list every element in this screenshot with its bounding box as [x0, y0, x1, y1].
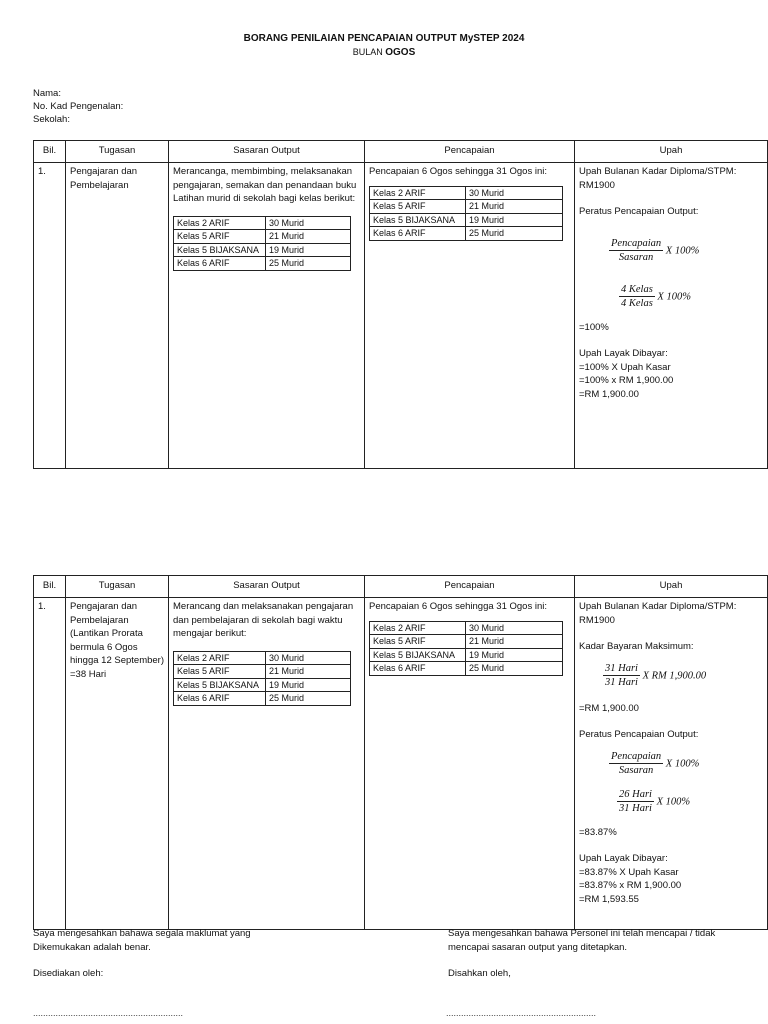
class-name: Kelas 5 BIJAKSANA [174, 678, 266, 692]
header-row [34, 576, 768, 598]
formula-kadar [603, 662, 763, 690]
class-row [370, 227, 563, 241]
class-row [370, 621, 563, 635]
subtitle-month: OGOS [385, 47, 416, 58]
table-row [34, 163, 768, 469]
class-count: 19 Murid [266, 678, 351, 692]
col-bil: Bil. [34, 141, 66, 163]
class-row [174, 665, 351, 679]
class-row [174, 216, 351, 230]
layak-line-1: =100% X Upah Kasar [579, 361, 671, 373]
result-percent: =100% [579, 321, 609, 333]
class-count: 30 Murid [266, 651, 351, 665]
class-count: 30 Murid [266, 216, 351, 230]
field-ic: No. Kad Pengenalan: [33, 101, 124, 112]
peratus-label: Peratus Pencapaian Output: [579, 206, 699, 217]
formula-multiplier: X RM 1,900.00 [642, 669, 707, 681]
sasaran-text: Merancanga, membimbing, melaksanakan pengajaran, semakan dan penandaan buku Latihan murid di sekolah bagi kelas berikut: [173, 166, 357, 204]
col-pencapaian: Pencapaian [365, 141, 575, 163]
class-count: 21 Murid [266, 665, 351, 679]
class-name: Kelas 2 ARIF [370, 621, 466, 635]
fraction-numerator: Pencapaian [609, 237, 663, 252]
formula-percent [609, 237, 763, 265]
pencapaian-cell [365, 598, 575, 930]
declaration-right [448, 927, 715, 954]
class-row [174, 692, 351, 706]
class-row [370, 648, 563, 662]
fraction-denominator: 31 Hari [605, 677, 638, 688]
class-row [174, 257, 351, 271]
pencapaian-cell [365, 163, 575, 469]
formula-classes [619, 283, 763, 311]
bil-cell: 1. [34, 163, 66, 469]
output-table-2 [33, 575, 768, 930]
fraction-denominator: Sasaran [618, 252, 654, 263]
fraction-numerator: 4 Kelas [619, 283, 655, 298]
class-table [173, 216, 351, 271]
approved-by-label: Disahkan oleh, [448, 968, 511, 979]
class-name: Kelas 5 ARIF [370, 635, 466, 649]
sasaran-cell [169, 163, 365, 469]
upah-intro: Upah Bulanan Kadar Diploma/STPM: [579, 166, 737, 177]
upah-rate: RM1900 [579, 614, 615, 626]
layak-label: Upah Layak Dibayar: [579, 853, 668, 864]
pencapaian-text: Pencapaian 6 Ogos sehingga 31 Ogos ini: [369, 166, 547, 177]
layak-line-3: =RM 1,900.00 [579, 388, 639, 400]
formula-percent [609, 750, 763, 778]
declaration-left-line-2: Dikemukakan adalah benar. [33, 941, 151, 953]
signature-line-right: ............................................................ [446, 1008, 597, 1018]
col-tugasan: Tugasan [66, 576, 169, 598]
subtitle-prefix: BULAN [352, 47, 383, 57]
class-name: Kelas 2 ARIF [370, 186, 466, 200]
class-row [370, 635, 563, 649]
output-table-1 [33, 140, 768, 469]
layak-line-1: =83.87% X Upah Kasar [579, 866, 679, 878]
class-name: Kelas 2 ARIF [174, 651, 266, 665]
tugasan-cell: Pengajaran dan Pembelajaran [66, 163, 169, 469]
class-count: 25 Murid [466, 227, 563, 241]
class-row [174, 678, 351, 692]
class-row [370, 662, 563, 676]
declaration-right-line-1: Saya mengesahkan bahawa Personel ini telah mencapai / tidak [448, 928, 716, 939]
peratus-label: Peratus Pencapaian Output: [579, 729, 699, 740]
class-name: Kelas 5 ARIF [174, 230, 266, 244]
class-name: Kelas 5 BIJAKSANA [370, 213, 466, 227]
class-count: 19 Murid [266, 243, 351, 257]
class-count: 25 Murid [266, 257, 351, 271]
class-count: 21 Murid [466, 635, 563, 649]
form-title: BORANG PENILAIAN PENCAPAIAN OUTPUT MySTEP 2024 [243, 33, 525, 44]
col-upah: Upah [575, 141, 768, 163]
class-table [173, 651, 351, 706]
formula-multiplier: X 100% [665, 757, 700, 769]
declaration-left-line-1: Saya mengesahkan bahawa segala maklumat yang [33, 928, 251, 939]
class-count: 21 Murid [466, 200, 563, 214]
fraction-numerator: 31 Hari [603, 662, 640, 677]
class-name: Kelas 6 ARIF [370, 662, 466, 676]
signature-line-left: ............................................................ [33, 1008, 184, 1018]
upah-cell [575, 163, 768, 469]
result-percent: =83.87% [579, 826, 617, 838]
upah-cell [575, 598, 768, 930]
col-upah: Upah [575, 576, 768, 598]
class-row [370, 186, 563, 200]
class-name: Kelas 5 BIJAKSANA [174, 243, 266, 257]
layak-label: Upah Layak Dibayar: [579, 348, 668, 359]
class-count: 19 Murid [466, 213, 563, 227]
class-name: Kelas 2 ARIF [174, 216, 266, 230]
class-row [174, 651, 351, 665]
class-name: Kelas 6 ARIF [174, 692, 266, 706]
formula-multiplier: X 100% [656, 795, 691, 807]
fraction-numerator: 26 Hari [617, 788, 654, 803]
pencapaian-text: Pencapaian 6 Ogos sehingga 31 Ogos ini: [369, 601, 547, 612]
class-name: Kelas 5 ARIF [174, 665, 266, 679]
class-row [174, 243, 351, 257]
upah-intro: Upah Bulanan Kadar Diploma/STPM: [579, 601, 737, 612]
class-row [174, 230, 351, 244]
class-count: 19 Murid [466, 648, 563, 662]
class-count: 25 Murid [266, 692, 351, 706]
form-subtitle [0, 47, 768, 58]
class-name: Kelas 5 BIJAKSANA [370, 648, 466, 662]
sasaran-cell [169, 598, 365, 930]
fraction-denominator: 31 Hari [619, 803, 652, 814]
upah-rate: RM1900 [579, 179, 615, 191]
class-name: Kelas 6 ARIF [370, 227, 466, 241]
col-sasaran: Sasaran Output [169, 141, 365, 163]
class-table [369, 621, 563, 676]
fraction-denominator: 4 Kelas [621, 298, 653, 309]
formula-multiplier: X 100% [665, 244, 700, 256]
fraction-numerator: Pencapaian [609, 750, 663, 765]
sasaran-text: Merancang dan melaksanakan pengajaran dan pembelajaran di sekolah bagi waktu mengajar berikut: [173, 601, 354, 639]
kadar-label: Kadar Bayaran Maksimum: [579, 641, 694, 652]
col-pencapaian: Pencapaian [365, 576, 575, 598]
field-name: Nama: [33, 88, 61, 99]
layak-line-2: =83.87% x RM 1,900.00 [579, 880, 682, 891]
layak-line-3: =RM 1,593.55 [579, 893, 639, 905]
table-row [34, 598, 768, 930]
layak-line-2: =100% x RM 1,900.00 [579, 375, 674, 386]
prepared-by-label: Disediakan oleh: [33, 968, 104, 979]
bil-cell: 1. [34, 598, 66, 930]
formula-days [617, 788, 763, 816]
class-row [370, 200, 563, 214]
tugasan-cell: Pengajaran dan Pembelajaran (Lantikan Prorata bermula 6 Ogos hingga 12 September) =38 Hari [66, 598, 169, 930]
class-table [369, 186, 563, 241]
class-count: 21 Murid [266, 230, 351, 244]
class-count: 30 Murid [466, 186, 563, 200]
field-school: Sekolah: [33, 114, 70, 125]
class-name: Kelas 5 ARIF [370, 200, 466, 214]
col-sasaran: Sasaran Output [169, 576, 365, 598]
class-count: 25 Murid [466, 662, 563, 676]
class-name: Kelas 6 ARIF [174, 257, 266, 271]
declaration-right-line-2: mencapai sasaran output yang ditetapkan. [448, 941, 628, 953]
col-bil: Bil. [34, 576, 66, 598]
formula-multiplier: X 100% [657, 290, 691, 302]
class-row [370, 213, 563, 227]
declaration-left [33, 927, 251, 954]
kadar-result: =RM 1,900.00 [579, 702, 639, 714]
col-tugasan: Tugasan [66, 141, 169, 163]
header-row [34, 141, 768, 163]
fraction-denominator: Sasaran [618, 765, 654, 776]
class-count: 30 Murid [466, 621, 563, 635]
